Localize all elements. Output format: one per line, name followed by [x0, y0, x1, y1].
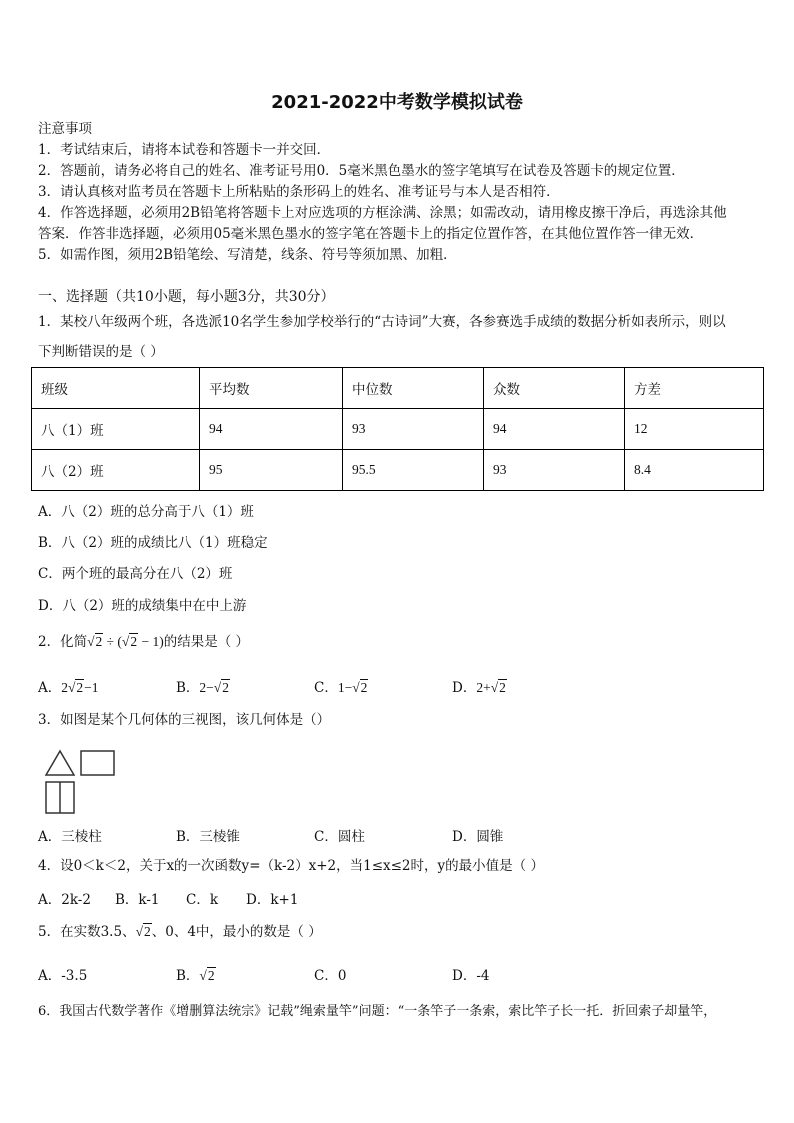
q5-stem: 5．在实数3.5、√2、0、4中，最小的数是（ ） — [38, 924, 322, 940]
q4-option-c: C．k — [186, 892, 219, 908]
table-header-cell: 中位数 — [343, 368, 484, 409]
q4-option-d: D．k+1 — [246, 892, 299, 908]
q2-prefix: 2．化简 — [38, 634, 88, 650]
q4-stem: 4．设0＜k＜2，关于x的一次函数y=（k-2）x+2，当1≤x≤2时，y的最小值是（ ） — [38, 858, 544, 874]
table-cell: 95.5 — [343, 450, 484, 491]
table-cell: 95 — [200, 450, 343, 491]
table-cell: 93 — [343, 409, 484, 450]
q2-stem — [38, 632, 249, 652]
q3-option-b: B．三棱锥 — [176, 829, 240, 845]
three-view-figure — [43, 748, 119, 816]
table-cell: 12 — [625, 409, 764, 450]
table-header-cell: 众数 — [484, 368, 625, 409]
q5-option-a: A．-3.5 — [38, 968, 88, 984]
q2-option-c: C．1−√2 — [314, 680, 368, 696]
q4-option-b: B．k-1 — [115, 892, 160, 908]
notice-item: 3．请认真核对监考员在答题卡上所粘贴的条形码上的姓名、准考证号与本人是否相符． — [38, 184, 560, 200]
q1-option-a: A．八（2）班的总分高于八（1）班 — [38, 504, 254, 520]
table-header-row — [32, 368, 764, 409]
notice-item: 答案．作答非选择题，必须用05毫米黑色墨水的签字笔在答题卡上的指定位置作答，在其他位置作答一律无效． — [38, 226, 704, 242]
q5-option-b: B．√2 — [176, 968, 215, 984]
table-cell: 94 — [484, 409, 625, 450]
table-cell: 94 — [200, 409, 343, 450]
q6-stem: 6．我国古代数学著作《增删算法统宗》记载”绳索量竿”问题：“一条竿子一条索，索比竿子长一托．折回索子却量竿， — [38, 1004, 717, 1019]
table-header-cell: 平均数 — [200, 368, 343, 409]
table-header-cell: 班级 — [32, 368, 200, 409]
notice-item: 4．作答选择题，必须用2B铅笔将答题卡上对应选项的方框涂满、涂黑；如需改动，请用橡皮擦干净后，再选涂其他 — [38, 205, 727, 221]
q5-option-c: C．0 — [314, 968, 347, 984]
q2-option-b: B．2−√2 — [176, 680, 229, 696]
q1-stats-table — [31, 367, 764, 491]
page-title: 2021-2022中考数学模拟试卷 — [271, 92, 523, 113]
table-cell: 八（1）班 — [32, 409, 200, 450]
q1-stem-line1: 1．某校八年级两个班，各选派10名学生参加学校举行的“古诗词”大赛，各参赛选手成绩的数据分析如表所示，则以 — [38, 314, 726, 330]
table-cell: 93 — [484, 450, 625, 491]
q3-option-a: A．三棱柱 — [38, 829, 102, 845]
table-header-cell: 方差 — [625, 368, 764, 409]
q2-option-a: A．2√2−1 — [38, 680, 99, 696]
notice-item: 2．答题前，请务必将自己的姓名、准考证号用0．5毫米黑色墨水的签字笔填写在试卷及答题卡的规定位置． — [38, 163, 685, 179]
table-cell: 八（2）班 — [32, 450, 200, 491]
q1-stem-line2: 下判断错误的是（ ） — [38, 344, 164, 360]
table-row — [32, 409, 764, 450]
q5-option-d: D．-4 — [452, 968, 490, 984]
q2-expression: √2 ÷ (√2 − 1) — [87, 634, 164, 649]
q3-stem: 3．如图是某个几何体的三视图，该几何体是（） — [38, 712, 331, 728]
side-view-rectangle — [81, 751, 114, 775]
notice-item: 1．考试结束后，请将本试卷和答题卡一并交回． — [38, 142, 331, 158]
q4-option-a: A．2k-2 — [38, 892, 91, 908]
q1-option-b: B．八（2）班的成绩比八（1）班稳定 — [38, 535, 268, 551]
table-row — [32, 450, 764, 491]
section-heading: 一、选择题（共10小题，每小题3分，共30分） — [38, 289, 335, 305]
q3-option-d: D．圆锥 — [452, 829, 504, 845]
q2-option-d: D．2+√2 — [452, 680, 506, 696]
notice-item: 5．如需作图，须用2B铅笔绘、写清楚，线条、符号等须加黑、加粗． — [38, 247, 457, 263]
q3-option-c: C．圆柱 — [314, 829, 365, 845]
table-cell: 8.4 — [625, 450, 764, 491]
notice-heading: 注意事项 — [38, 121, 92, 137]
front-view-triangle — [46, 751, 74, 775]
q1-option-d: D．八（2）班的成绩集中在中上游 — [38, 598, 247, 614]
q1-option-c: C．两个班的最高分在八（2）班 — [38, 566, 233, 582]
q2-suffix: 的结果是（ ） — [163, 634, 249, 650]
